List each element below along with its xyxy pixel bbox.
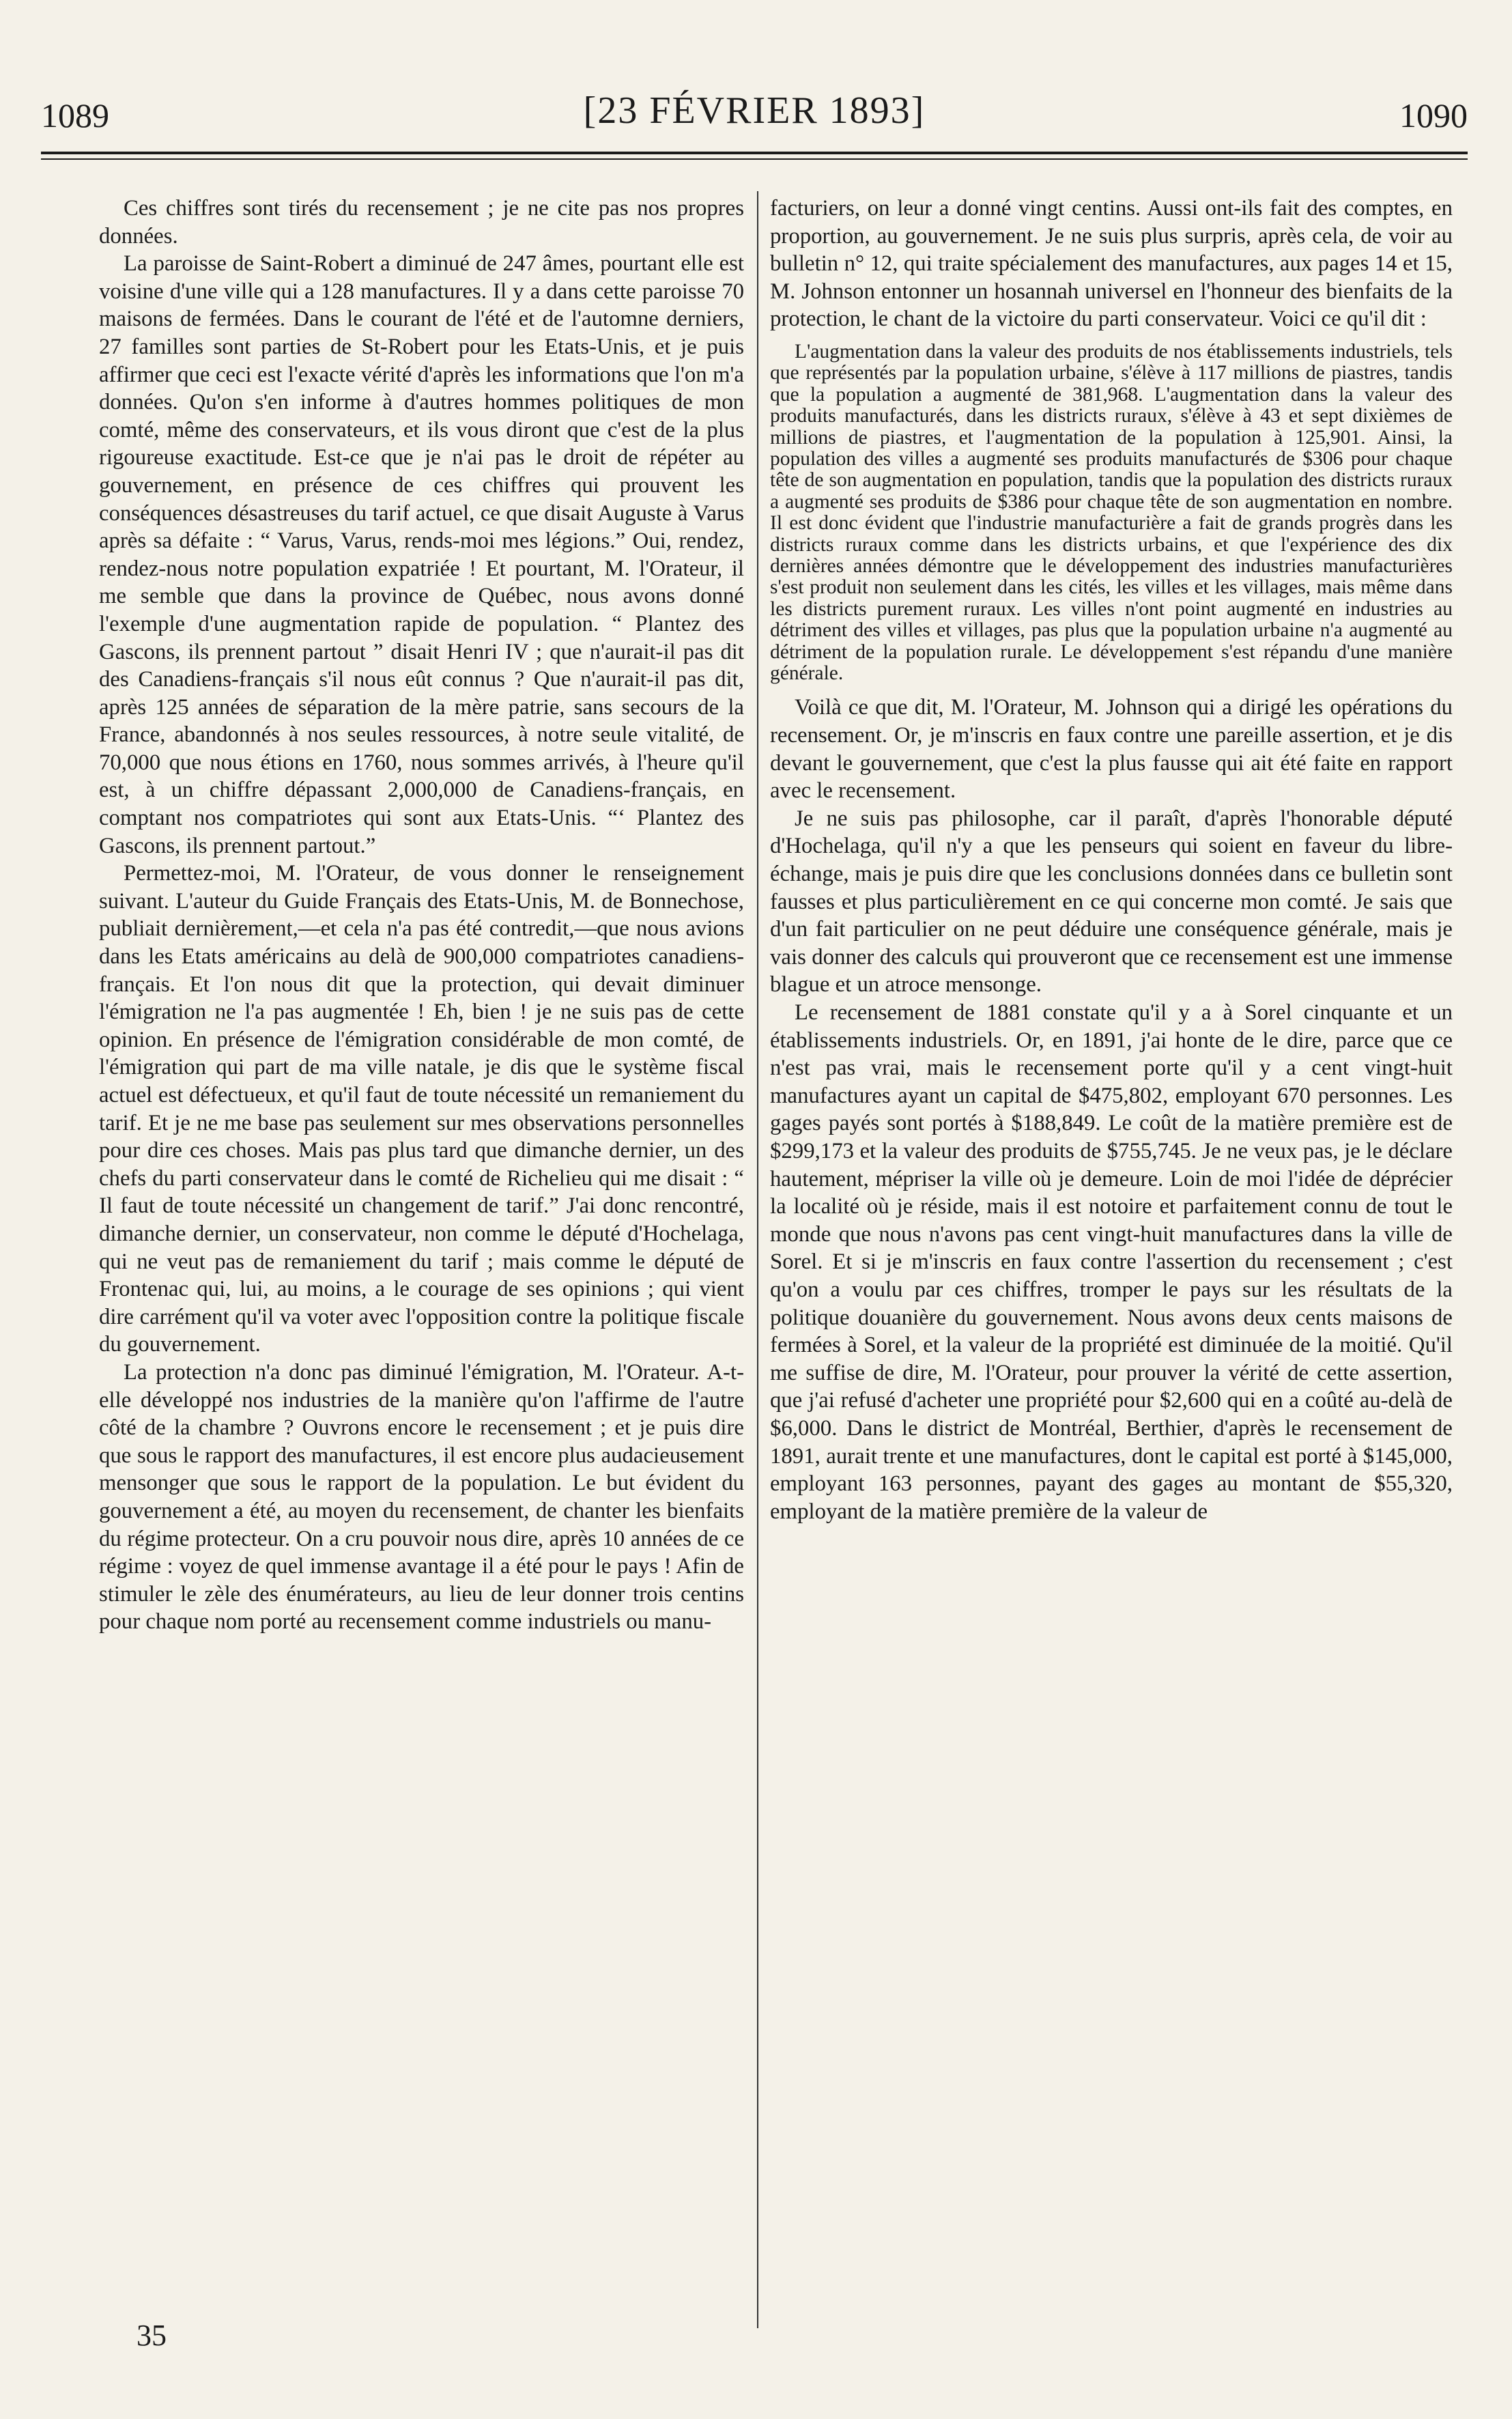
page-number-left: 1089 [41, 96, 109, 135]
paragraph: Ces chiffres sont tirés du recensement ; je ne cite pas nos propres données. [99, 196, 744, 249]
column-divider [757, 191, 758, 2328]
paragraph: Voilà ce que dit, M. l'Orateur, M. Johnson qui a dirigé les opérations du recensement. Or, je m'inscris en faux contre une pareille assertion, et je dis devant le gouvernement, que c'est la plus fausse qui ait été faite en rapport avec le recensement. [770, 695, 1453, 804]
paragraph: La protection n'a donc pas diminué l'émigration, M. l'Orateur. A-t-elle développé nos industries de la manière qu'on l'affirme de l'autre côté de la chambre ? Ouvrons encore le recensement ; et je puis dire que sous le rapport des manufactures, il est encore plus audacieusement mensonger que sous le rapport de la population. Le but évident du gouvernement a été, au moyen du recensement, de chanter les bienfaits du régime protecteur. On a cru pouvoir nous dire, après 10 années de ce régime : voyez de quel immense avantage il a été pour le pays ! Afin de stimuler le zèle des énumérateurs, au lieu de leur donner trois centins pour chaque nom porté au recensement comme industriels ou manu- [99, 1359, 744, 1635]
left-column [99, 195, 744, 1636]
paragraph: facturiers, on leur a donné vingt centins. Aussi ont-ils fait des comptes, en proportion, au gouvernement. Je ne suis plus surpris, après cela, de voir au bulletin n° 12, qui traite spécialement des manufactures, aux pages 14 et 15, M. Johnson entonner un hosannah universel en l'honneur des bienfaits de la protection, le chant de la victoire du parti conservateur. Voici ce qu'il dit : [770, 196, 1453, 332]
paragraph: La paroisse de Saint-Robert a diminué de 247 âmes, pourtant elle est voisine d'une ville qui a 128 manufactures. Il y a dans cette paroisse 70 maisons de fermées. Dans le courant de l'été et de l'automne derniers, 27 familles sont parties de St-Robert pour les Etats-Unis, et je puis affirmer que ceci est l'exacte vérité d'après les informations que l'on m'a données. Qu'on s'en informe à d'autres hommes politiques de mon comté, même des conservateurs, et ils vous diront que c'est de la plus rigoureuse exactitude. Est-ce que je n'ai pas le droit de répéter au gouvernement, en présence de ces chiffres qui prouvent les conséquences désastreuses du tarif actuel, ce que disait Auguste à Varus après sa défaite : “ Varus, Varus, rends-moi mes légions.” Oui, rendez, rendez-nous notre population expatriée ! Et pourtant, M. l'Orateur, il me semble que dans la province de Québec, nous avons donné l'exemple d'une augmentation rapide de population. “ Plantez des Gascons, ils prennent partout ” disait Henri IV ; que n'aurait-il pas dit des Canadiens-français s'il nous eût connus ? Que n'aurait-il pas dit, après 125 années de séparation de la mère patrie, sans secours de la France, abandonnés à nos seules ressources, à notre seule vitalité, de 70,000 que nous étions en 1760, nous sommes arrivés, à l'heure qu'il est, à un chiffre dépassant 2,000,000 de Canadiens-français, en comptant nos compatriotes qui sont aux Etats-Unis. “‘ Plantez des Gascons, ils prennent partout.” [99, 251, 744, 858]
page-header [41, 89, 1468, 150]
page-title: [23 FÉVRIER 1893] [583, 89, 926, 132]
paragraph: Je ne suis pas philosophe, car il paraît, d'après l'honorable député d'Hochelaga, qu'il n'y a que les penseurs qui soient en faveur du libre-échange, mais je puis dire que les conclusions données dans ce bulletin sont fausses et plus particulièrement en ce qui concerne mon comté. Je sais que d'un fait particulier on ne peut déduire une conséquence générale, mais je vais donner des calculs qui prouveront que ce recensement est une immense blague et un atroce mensonge. [770, 806, 1453, 998]
page-folio: 35 [137, 2319, 167, 2352]
header-rule-thin [41, 158, 1468, 160]
paragraph: Le recensement de 1881 constate qu'il y a à Sorel cinquante et un établissements industriels. Or, en 1891, j'ai honte de le dire, parce que ce n'est pas vrai, mais le recensement porte qu'il y a cent vingt-huit manufactures ayant un capital de $475,802, employant 670 personnes. Les gages payés sont portés à $188,849. Le coût de la matière première est de $299,173 et la valeur des produits de $755,745. Je ne veux pas, je le déclare hautement, mépriser la ville où je demeure. Loin de moi l'idée de déprécier la localité où je réside, mais il est notoire et parfaitement connu de tout le monde que nous n'avons pas cent vingt-huit manufactures dans la ville de Sorel. Et si je m'inscris en faux contre l'assertion du recensement ; c'est qu'on a voulu par ces chiffres, tromper le pays sur les résultats de la politique douanière du gouvernement. Nous avons deux cents maisons de fermées à Sorel, et la valeur de la propriété est diminuée de la moitié. Qu'il me suffise de dire, M. l'Orateur, pour prouver la vérité de cette assertion, que j'ai refusé d'acheter une propriété pour $2,600 qui en a coûté au-delà de $6,000. Dans le district de Montréal, Berthier, d'après le recensement de 1891, aurait trente et une manufactures, dont le capital est porté à $145,000, employant 163 personnes, payant des gages au montant de $55,320, employant de la matière première de la valeur de [770, 1000, 1453, 1524]
right-column [770, 195, 1453, 1525]
header-rule [41, 152, 1468, 154]
quote-text: L'augmentation dans la valeur des produits de nos établissements industriels, tels que représentés par la population urbaine, s'élève à 117 millions de piastres, tandis que la population a augmenté de 381,968. L'augmentation dans la valeur des produits manufacturés, dans les districts ruraux, s'élève à 43 et sept dixièmes de millions de piastres, et l'augmentation de la population à 125,901. Ainsi, la population des villes a augmenté ses produits manufacturés de $306 pour chaque tête de son augmentation en population, tandis que la population des districts ruraux a augmenté ses produits de $386 pour chaque tête de son augmentation en nombre. Il est donc évident que l'industrie manufacturière a fait de grands progrès dans les districts ruraux comme dans les districts urbains, et que l'expérience des dix dernières années démontre que le développement des industries manufacturières s'est produit non seulement dans les cités, les villes et les villages, mais même dans les districts purement ruraux. Les villes n'ont point augmenté en industries au détriment des villes et villages, pas plus que la population urbaine n'a augmenté au détriment de la population rurale. Le développement s'est répandu d'une manière générale. [770, 340, 1453, 685]
block-quote [770, 341, 1453, 685]
paragraph: Permettez-moi, M. l'Orateur, de vous donner le renseignement suivant. L'auteur du Guide Français des Etats-Unis, M. de Bonnechose, publiait dernièrement,—et cela n'a pas été contredit,—que nous avions dans les Etats américains au delà de 900,000 compatriotes canadiens-français. Et l'on nous dit que la protection, qui devait diminuer l'émigration ne l'a pas augmentée ! Eh, bien ! je ne suis pas de cette opinion. En présence de l'émigration considérable de mon comté, de l'émigration qui part de ma ville natale, je dis que le système fiscal actuel est défectueux, et qu'il faut de toute nécessité un remaniement du tarif. Et je ne me base pas seulement sur mes observations personnelles pour dire ces choses. Mais pas plus tard que dimanche dernier, un des chefs du parti conservateur dans le comté de Richelieu qui me disait : “ Il faut de toute nécessité un changement de tarif.” J'ai donc rencontré, dimanche dernier, un conservateur, non comme le député d'Hochelaga, qui ne veut pas de remaniement du tarif ; mais comme le député de Frontenac qui, lui, au moins, a le courage de ses opinions ; qui vient dire carrément qu'il va voter avec l'opposition contre la politique fiscale du gouvernement. [99, 861, 744, 1357]
page-number-right: 1090 [1399, 96, 1468, 135]
